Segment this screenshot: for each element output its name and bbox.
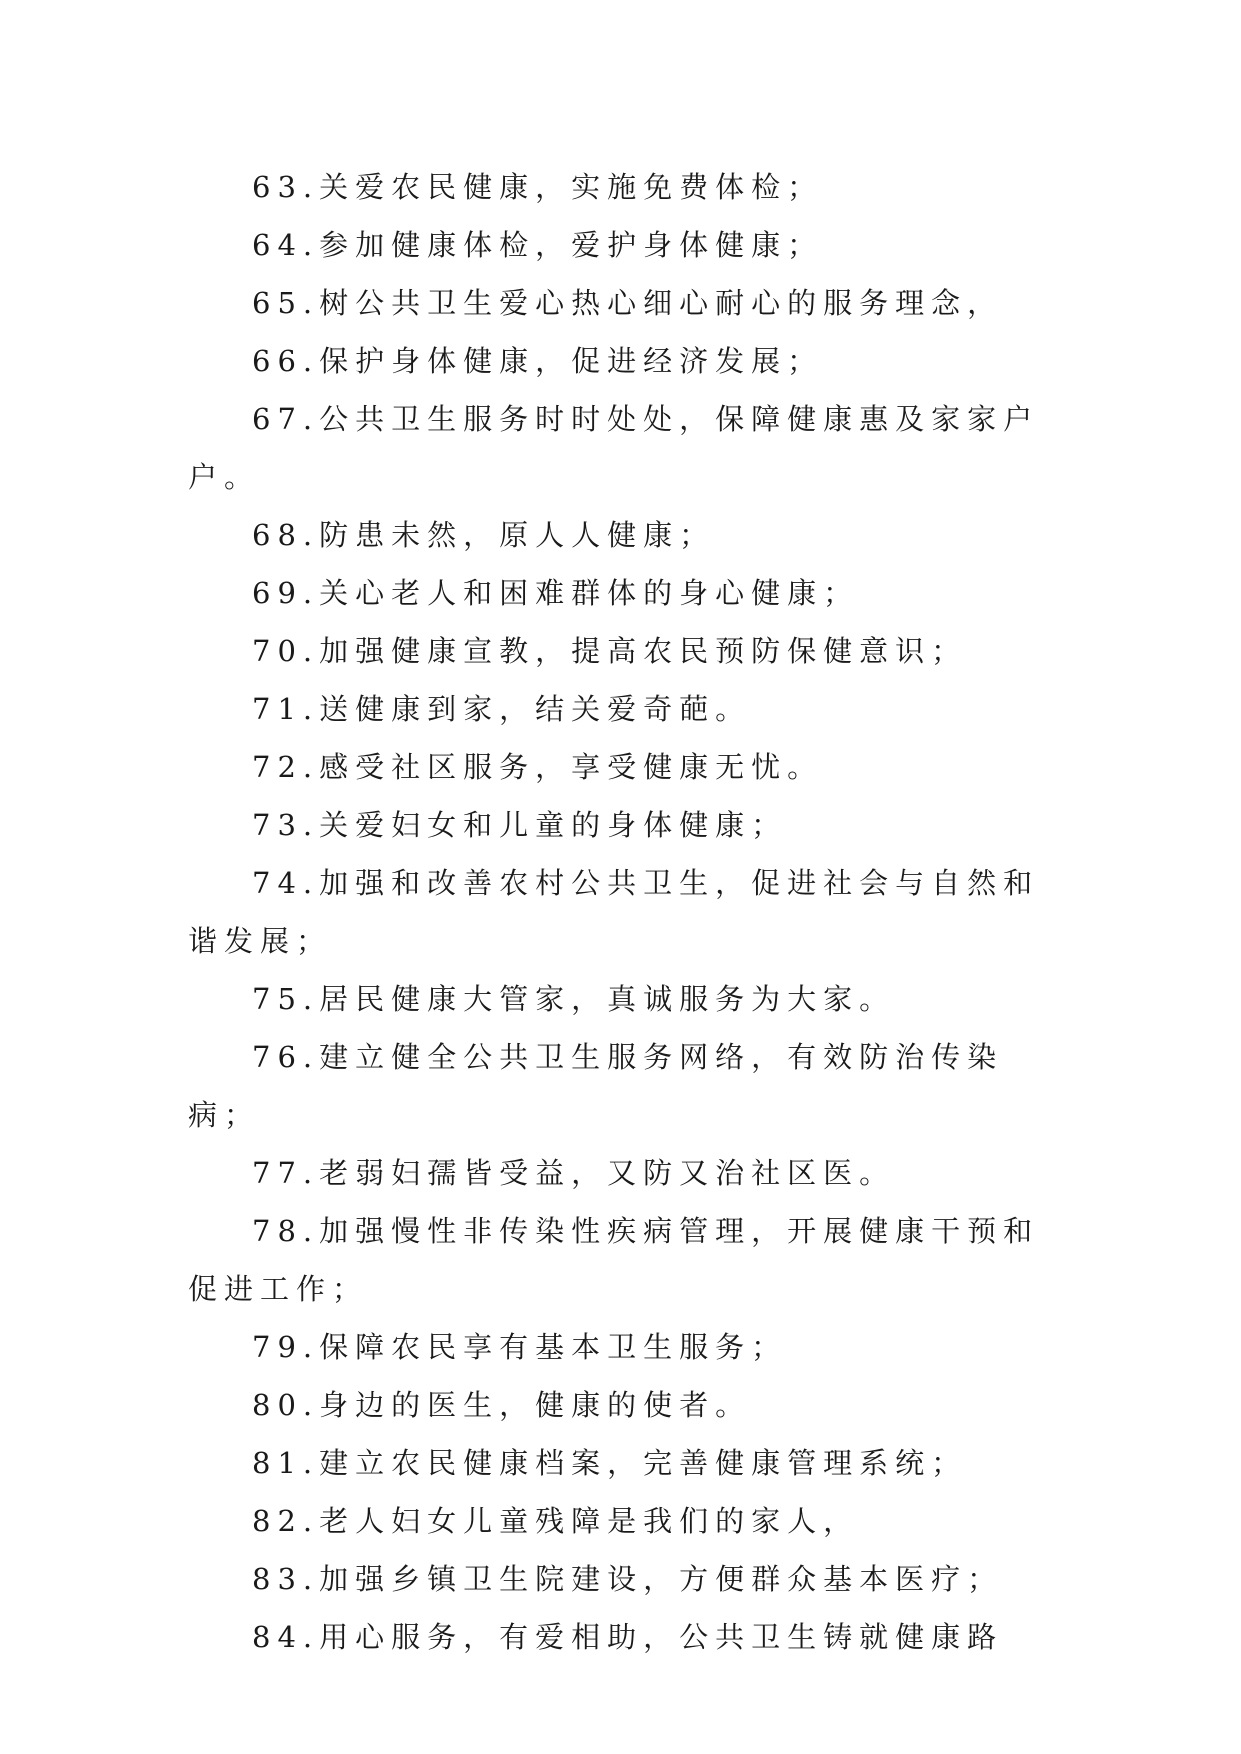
slogan-item-75: 75.居民健康大管家，真诚服务为大家。 [252,982,896,1016]
slogan-item-73: 73.关爱妇女和儿童的身体健康； [252,808,788,842]
slogan-item-67: 67.公共卫生服务时时处处，保障健康惠及家家户户。 [188,402,1040,494]
slogan-item-80: 80.身边的医生，健康的使者。 [252,1388,752,1422]
slogan-item-78: 78.加强慢性非传染性疾病管理，开展健康干预和促进工作； [188,1214,1040,1306]
slogan-item-68: 68.防患未然，原人人健康； [252,518,716,552]
slogan-item-81: 81.建立农民健康档案，完善健康管理系统； [252,1446,968,1480]
slogan-item-63: 63.关爱农民健康，实施免费体检； [252,170,824,204]
slogan-item-84: 84.用心服务，有爱相助，公共卫生铸就健康路 [252,1620,1004,1654]
slogan-item-82: 82.老人妇女儿童残障是我们的家人， [252,1504,860,1538]
slogan-item-77: 77.老弱妇孺皆受益，又防又治社区医。 [252,1156,896,1190]
slogan-item-66: 66.保护身体健康，促进经济发展； [252,344,824,378]
slogan-item-65: 65.树公共卫生爱心热心细心耐心的服务理念， [252,286,1004,320]
slogan-item-79: 79.保障农民享有基本卫生服务； [252,1330,788,1364]
slogan-list [188,158,1054,1666]
slogan-item-69: 69.关心老人和困难群体的身心健康； [252,576,860,610]
slogan-item-71: 71.送健康到家，结关爱奇葩。 [252,692,752,726]
slogan-item-74: 74.加强和改善农村公共卫生，促进社会与自然和谐发展； [188,866,1040,958]
slogan-item-64: 64.参加健康体检，爱护身体健康； [252,228,824,262]
slogan-item-70: 70.加强健康宣教，提高农民预防保健意识； [252,634,968,668]
slogan-item-76: 76.建立健全公共卫生服务网络，有效防治传染病； [188,1040,1004,1132]
slogan-item-83: 83.加强乡镇卫生院建设，方便群众基本医疗； [252,1562,1004,1596]
slogan-item-72: 72.感受社区服务，享受健康无忧。 [252,750,824,784]
